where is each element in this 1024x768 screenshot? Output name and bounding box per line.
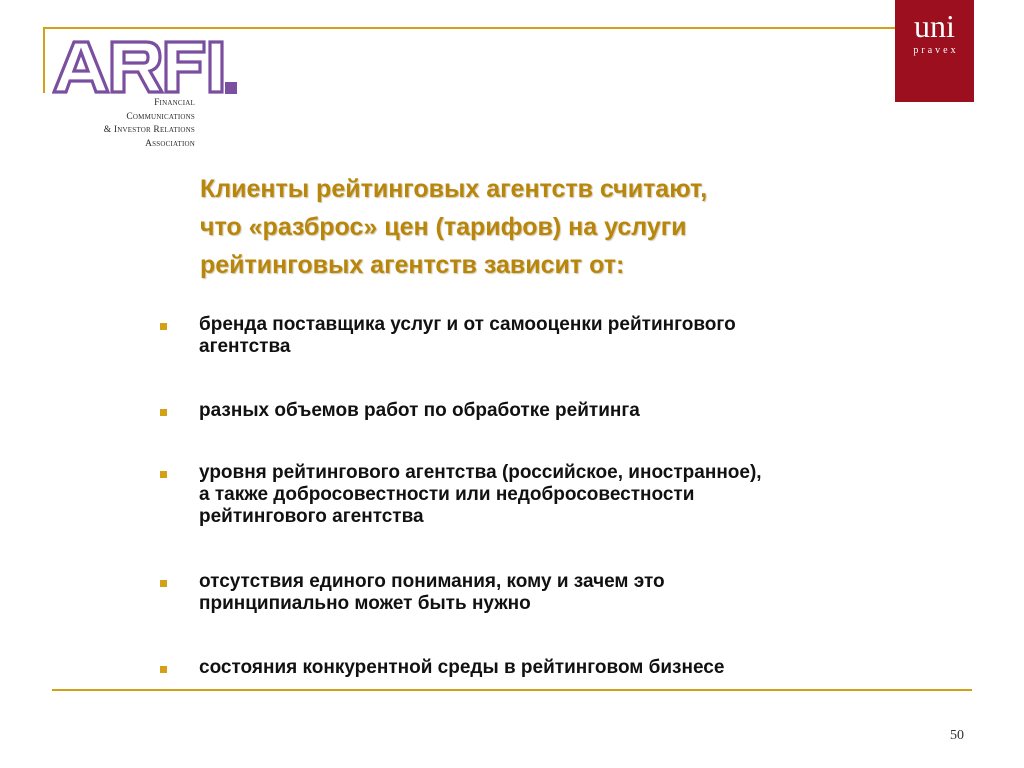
bullet-text xyxy=(199,657,979,679)
arfi-subtitle-line: Financial xyxy=(154,98,195,108)
arfi-subtitle-line: Association xyxy=(145,138,195,149)
arfi-logo-mark xyxy=(52,38,242,98)
title-line: рейтинговых агентств зависит от: xyxy=(200,251,625,279)
bullet-text xyxy=(199,314,979,358)
bullet-line: бренда поставщика услуг и от самооценки рейтингового xyxy=(199,314,736,335)
bullet-square-icon xyxy=(160,666,167,673)
left-frame-line xyxy=(43,27,45,93)
bullet-line: агентства xyxy=(199,336,291,357)
footer-divider xyxy=(52,689,972,691)
bullet-line: а также добросовестности или недобросовестности xyxy=(199,484,695,505)
title-line: Клиенты рейтинговых агентств считают, xyxy=(200,175,708,203)
uni-logo-text: uni xyxy=(914,8,955,44)
bullet-text xyxy=(199,400,979,422)
uni-pravex-logo xyxy=(895,0,974,102)
bullet-square-icon xyxy=(160,409,167,416)
bullet-line: состояния конкурентной среды в рейтинговом бизнесе xyxy=(199,657,725,678)
title-line: что «разброс» цен (тарифов) на услуги xyxy=(200,213,687,241)
bullet-square-icon xyxy=(160,323,167,330)
bullet-line: принципиально может быть нужно xyxy=(199,593,531,614)
bullet-line: отсутствия единого понимания, кому и зачем это xyxy=(199,571,665,592)
slide-title xyxy=(200,170,900,284)
bullet-text xyxy=(199,571,979,615)
page-number: 50 xyxy=(950,728,964,743)
bullet-line: рейтингового агентства xyxy=(199,506,424,527)
top-frame-line xyxy=(43,27,895,29)
arfi-subtitle xyxy=(60,97,195,151)
bullet-line: уровня рейтингового агентства (российское, иностранное), xyxy=(199,462,762,483)
pravex-logo-text: pravex xyxy=(913,45,959,56)
arfi-subtitle-line: & Investor Relations xyxy=(103,125,195,135)
arfi-subtitle-line: Communications xyxy=(126,111,195,122)
bullet-text xyxy=(199,462,979,528)
bullet-square-icon xyxy=(160,580,167,587)
bullet-square-icon xyxy=(160,471,167,478)
bullet-line: разных объемов работ по обработке рейтинга xyxy=(199,400,640,421)
